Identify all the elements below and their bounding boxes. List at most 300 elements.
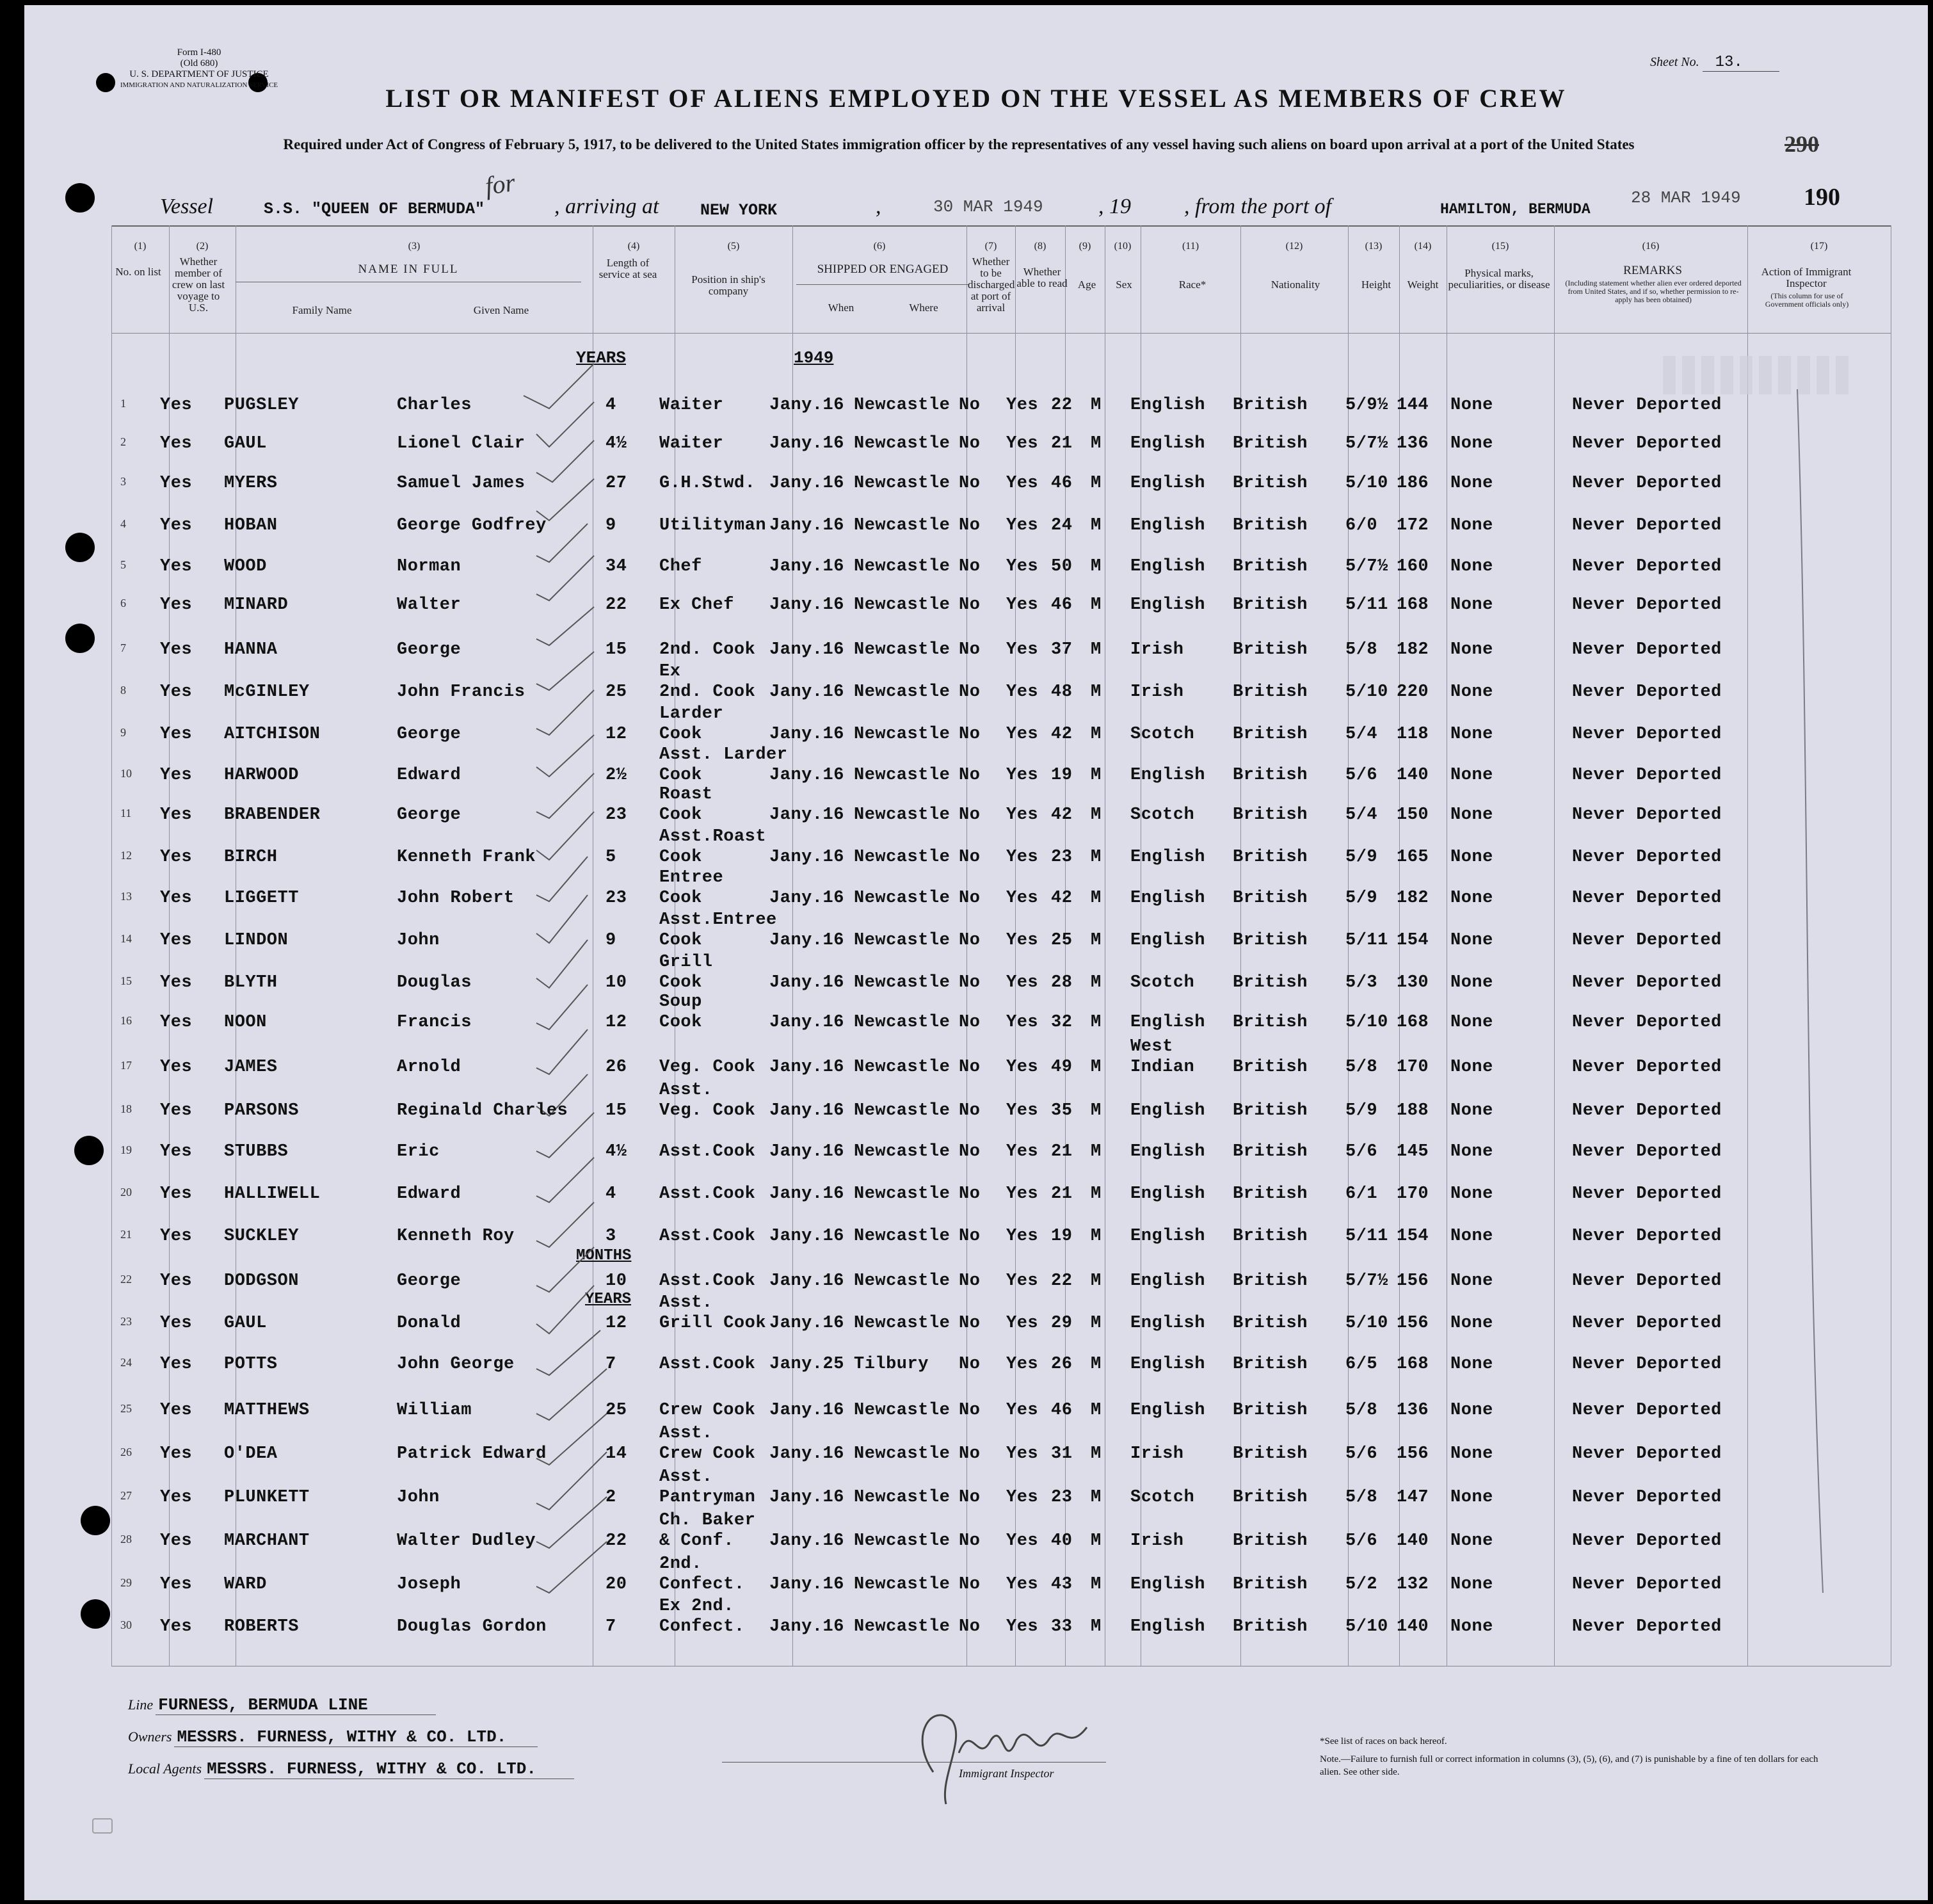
height: 5/2	[1345, 1575, 1378, 1594]
sex: M	[1091, 1314, 1102, 1333]
race: West	[1130, 1037, 1173, 1056]
crew-member-flag: Yes	[160, 1488, 193, 1507]
age: 19	[1051, 766, 1073, 785]
column-number: (10)	[1114, 241, 1132, 252]
weight: 182	[1397, 640, 1429, 659]
given-name: Lionel Clair	[397, 434, 525, 453]
race: Scotch	[1130, 1488, 1195, 1507]
able-to-read: Yes	[1006, 1401, 1039, 1420]
column-number: (4)	[627, 241, 640, 252]
age: 46	[1051, 1401, 1073, 1420]
shipped-where: Newcastle	[854, 1444, 950, 1464]
physical-marks: None	[1450, 1444, 1493, 1464]
height: 5/10	[1345, 1617, 1388, 1636]
shipped-where: Newcastle	[854, 889, 950, 908]
given-name: William	[397, 1401, 472, 1420]
length-of-service: 4	[606, 396, 616, 415]
age: 43	[1051, 1575, 1073, 1594]
column-number: (15)	[1491, 241, 1509, 252]
col-height-header: Height	[1361, 278, 1392, 291]
ship-position: Entree	[659, 868, 724, 887]
nationality: British	[1233, 1617, 1308, 1636]
header-bottom-rule	[111, 333, 1891, 334]
height: 5/7½	[1345, 1271, 1388, 1291]
discharged-flag: No	[959, 889, 981, 908]
shipped-when: Jany.16	[769, 1314, 844, 1333]
height: 5/6	[1345, 766, 1378, 785]
weight: 186	[1397, 474, 1429, 493]
shipped-where: Newcastle	[854, 1531, 950, 1551]
race: English	[1130, 931, 1205, 950]
crew-member-flag: Yes	[160, 1575, 193, 1594]
sex: M	[1091, 1617, 1102, 1636]
discharged-flag: No	[959, 1101, 981, 1120]
sex: M	[1091, 1271, 1102, 1291]
ship-position: Veg. Cook	[659, 1101, 756, 1120]
family-name: LIGGETT	[224, 889, 299, 908]
crew-member-flag: Yes	[160, 434, 193, 453]
discharged-flag: No	[959, 1142, 981, 1161]
age: 37	[1051, 640, 1073, 659]
given-name: Douglas	[397, 973, 472, 992]
race: English	[1130, 557, 1205, 576]
race: Scotch	[1130, 725, 1195, 744]
ship-position: Veg. Cook	[659, 1058, 756, 1077]
length-of-service: 14	[606, 1444, 627, 1464]
shipped-when: Jany.16	[769, 640, 844, 659]
shipped-where: Newcastle	[854, 1184, 950, 1204]
length-of-service: 7	[606, 1355, 616, 1374]
nationality: British	[1233, 1531, 1308, 1551]
crew-member-flag: Yes	[160, 396, 193, 415]
length-of-service: 23	[606, 805, 627, 825]
crew-member-flag: Yes	[160, 1617, 193, 1636]
able-to-read: Yes	[1006, 474, 1039, 493]
page-title: LIST OR MANIFEST OF ALIENS EMPLOYED ON THE VESSEL AS MEMBERS OF CREW	[385, 84, 1567, 113]
remarks: Never Deported	[1572, 396, 1722, 415]
weight: 168	[1397, 1355, 1429, 1374]
length-of-service: 22	[606, 595, 627, 615]
row-number: 8	[120, 684, 126, 697]
given-name: Patrick Edward	[397, 1444, 547, 1464]
ship-position: 2nd. Cook	[659, 682, 756, 702]
ship-position: Crew Cook	[659, 1444, 756, 1464]
nationality: British	[1233, 766, 1308, 785]
ship-position: Larder	[659, 704, 724, 723]
nationality: British	[1233, 557, 1308, 576]
column-number: (17)	[1810, 241, 1828, 252]
ship-position: Cook	[659, 805, 702, 825]
punch-hole	[81, 1599, 110, 1629]
row-number: 24	[120, 1356, 132, 1369]
years-label-2: YEARS	[585, 1291, 632, 1308]
race: English	[1130, 474, 1205, 493]
nationality: British	[1233, 1101, 1308, 1120]
shipped-when: Jany.16	[769, 1227, 844, 1246]
able-to-read: Yes	[1006, 1227, 1039, 1246]
owners-field	[128, 1727, 538, 1747]
physical-marks: None	[1450, 1271, 1493, 1291]
departure-date-stamp: 28 MAR 1949	[1631, 188, 1741, 207]
col-where-header: Where	[909, 302, 938, 314]
row-number: 30	[120, 1618, 132, 1631]
length-of-service: 12	[606, 1314, 627, 1333]
sheet-value: 13.	[1703, 54, 1779, 72]
nationality: British	[1233, 1142, 1308, 1161]
height: 5/8	[1345, 1488, 1378, 1507]
crew-member-flag: Yes	[160, 1401, 193, 1420]
department: U. S. DEPARTMENT OF JUSTICE	[129, 69, 269, 79]
physical-marks: None	[1450, 682, 1493, 702]
height: 5/8	[1345, 1401, 1378, 1420]
weight: 156	[1397, 1314, 1429, 1333]
able-to-read: Yes	[1006, 1575, 1039, 1594]
col-position-header: Position in ship's company	[691, 273, 766, 297]
family-name: AITCHISON	[224, 725, 321, 744]
length-of-service: 20	[606, 1575, 627, 1594]
remarks: Never Deported	[1572, 1101, 1722, 1120]
race: English	[1130, 1184, 1205, 1204]
shipped-when: Jany.16	[769, 396, 844, 415]
shipped-where: Newcastle	[854, 434, 950, 453]
remarks: Never Deported	[1572, 805, 1722, 825]
discharged-flag: No	[959, 1575, 981, 1594]
family-name: PUGSLEY	[224, 396, 299, 415]
crew-member-flag: Yes	[160, 848, 193, 867]
physical-marks: None	[1450, 434, 1493, 453]
shipped-when: Jany.16	[769, 889, 844, 908]
race: English	[1130, 1617, 1205, 1636]
race: Irish	[1130, 1444, 1184, 1464]
row-number: 5	[120, 558, 126, 571]
length-of-service: 27	[606, 474, 627, 493]
crew-member-flag: Yes	[160, 1058, 193, 1077]
remarks: Never Deported	[1572, 1058, 1722, 1077]
col-marks-header: Physical marks, peculiarities, or disease	[1448, 267, 1550, 291]
length-of-service: 25	[606, 682, 627, 702]
age: 42	[1051, 889, 1073, 908]
column-rule	[1554, 225, 1555, 1666]
shipped-where: Newcastle	[854, 474, 950, 493]
ship-position: Waiter	[659, 434, 724, 453]
sex: M	[1091, 434, 1102, 453]
age: 21	[1051, 1184, 1073, 1204]
physical-marks: None	[1450, 1013, 1493, 1032]
ship-position: Cook	[659, 848, 702, 867]
height: 5/7½	[1345, 434, 1388, 453]
shipped-when: Jany.16	[769, 766, 844, 785]
crew-member-flag: Yes	[160, 1444, 193, 1464]
ship-position: Roast	[659, 785, 713, 804]
age: 48	[1051, 682, 1073, 702]
family-name: PARSONS	[224, 1101, 299, 1120]
months-label: MONTHS	[576, 1247, 632, 1264]
col-crew-header: Whether member of crew on last voyage to U.S.	[172, 255, 225, 314]
crew-member-flag: Yes	[160, 725, 193, 744]
family-name: MYERS	[224, 474, 278, 493]
family-name: MARCHANT	[224, 1531, 310, 1551]
age: 22	[1051, 1271, 1073, 1291]
ship-position: Soup	[659, 992, 702, 1012]
age: 50	[1051, 557, 1073, 576]
discharged-flag: No	[959, 1444, 981, 1464]
ship-position: Ex	[659, 662, 681, 681]
physical-marks: None	[1450, 973, 1493, 992]
given-name: John George	[397, 1355, 515, 1374]
height: 5/10	[1345, 682, 1388, 702]
crew-member-flag: Yes	[160, 1184, 193, 1204]
form-old-number: (Old 680)	[180, 58, 218, 69]
inspector-label: Immigrant Inspector	[959, 1767, 1054, 1780]
ship-position: Chef	[659, 557, 702, 576]
col-number-header: No. on list	[115, 266, 161, 278]
shipped-where: Newcastle	[854, 766, 950, 785]
physical-marks: None	[1450, 1058, 1493, 1077]
row-number: 27	[120, 1489, 132, 1502]
physical-marks: None	[1450, 595, 1493, 615]
punch-hole	[81, 1506, 110, 1535]
shipped-where: Newcastle	[854, 396, 950, 415]
race: English	[1130, 1142, 1205, 1161]
weight: 118	[1397, 725, 1429, 744]
given-name: Edward	[397, 766, 461, 785]
shipped-where: Newcastle	[854, 1013, 950, 1032]
length-of-service: 25	[606, 1401, 627, 1420]
column-number: (3)	[408, 241, 421, 252]
row-number: 23	[120, 1315, 132, 1328]
row-number: 11	[120, 807, 132, 819]
able-to-read: Yes	[1006, 1488, 1039, 1507]
sex: M	[1091, 557, 1102, 576]
race: English	[1130, 889, 1205, 908]
row-number: 1	[120, 397, 126, 410]
shipped-when: Jany.16	[769, 682, 844, 702]
weight: 140	[1397, 766, 1429, 785]
row-number: 14	[120, 932, 132, 945]
shipped-when: Jany.16	[769, 1058, 844, 1077]
ship-position: Asst.Cook	[659, 1355, 756, 1374]
nationality: British	[1233, 682, 1308, 702]
discharged-flag: No	[959, 516, 981, 535]
row-number: 26	[120, 1446, 132, 1458]
age: 21	[1051, 434, 1073, 453]
able-to-read: Yes	[1006, 595, 1039, 615]
service: IMMIGRATION AND NATURALIZATION SERVICE	[120, 81, 278, 89]
age: 42	[1051, 805, 1073, 825]
nationality: British	[1233, 973, 1308, 992]
weight: 156	[1397, 1444, 1429, 1464]
remarks: Never Deported	[1572, 1531, 1722, 1551]
owners-value: MESSRS. FURNESS, WITHY & CO. LTD.	[174, 1727, 538, 1747]
race: Irish	[1130, 1531, 1184, 1551]
family-name: McGINLEY	[224, 682, 310, 702]
family-name: HARWOOD	[224, 766, 299, 785]
nationality: British	[1233, 1227, 1308, 1246]
height: 5/6	[1345, 1531, 1378, 1551]
height: 5/10	[1345, 474, 1388, 493]
given-name: John Francis	[397, 682, 525, 702]
col-family-header: Family Name	[292, 304, 352, 316]
remarks: Never Deported	[1572, 725, 1722, 744]
race: Indian	[1130, 1058, 1195, 1077]
ship-position: & Conf.	[659, 1531, 734, 1551]
page-number: 190	[1804, 184, 1840, 211]
col-weight-header: Weight	[1407, 278, 1439, 291]
departure-port: HAMILTON, BERMUDA	[1440, 201, 1591, 218]
sex: M	[1091, 1401, 1102, 1420]
weight: 220	[1397, 682, 1429, 702]
crew-member-flag: Yes	[160, 474, 193, 493]
physical-marks: None	[1450, 1355, 1493, 1374]
shipped-when: Jany.16	[769, 474, 844, 493]
discharged-flag: No	[959, 805, 981, 825]
height: 5/9	[1345, 889, 1378, 908]
given-name: Walter Dudley	[397, 1531, 536, 1551]
crew-member-flag: Yes	[160, 682, 193, 702]
ship-position: Ex Chef	[659, 595, 734, 615]
shipped-where: Newcastle	[854, 1058, 950, 1077]
shipped-when: Jany.16	[769, 1401, 844, 1420]
struck-number: 290	[1785, 131, 1819, 157]
physical-marks: None	[1450, 1314, 1493, 1333]
nationality: British	[1233, 889, 1308, 908]
row-number: 19	[120, 1143, 132, 1156]
row-number: 17	[120, 1059, 132, 1072]
shipped-where: Newcastle	[854, 595, 950, 615]
physical-marks: None	[1450, 1142, 1493, 1161]
nationality: British	[1233, 1184, 1308, 1204]
sex: M	[1091, 1013, 1102, 1032]
sex: M	[1091, 516, 1102, 535]
family-name: MINARD	[224, 595, 289, 615]
col-age-header: Age	[1077, 278, 1096, 291]
nationality: British	[1233, 474, 1308, 493]
family-name: POTTS	[224, 1355, 278, 1374]
age: 42	[1051, 725, 1073, 744]
shipped-where: Tilbury	[854, 1355, 929, 1374]
ship-position: Grill	[659, 953, 713, 972]
nationality: British	[1233, 1444, 1308, 1464]
length-of-service: 34	[606, 557, 627, 576]
family-name: HANNA	[224, 640, 278, 659]
shipped-where: Newcastle	[854, 1401, 950, 1420]
row-number: 29	[120, 1576, 132, 1589]
ship-position: Asst. Larder	[659, 745, 788, 764]
weight: 160	[1397, 557, 1429, 576]
weight: 172	[1397, 516, 1429, 535]
weight: 147	[1397, 1488, 1429, 1507]
shipped-when: Jany.16	[769, 1271, 844, 1291]
col-remarks-header: REMARKS	[1623, 264, 1682, 277]
pencil-line	[1791, 389, 1829, 1606]
column-number: (2)	[196, 241, 209, 252]
nationality: British	[1233, 805, 1308, 825]
given-name: John	[397, 1488, 440, 1507]
height: 5/11	[1345, 1227, 1388, 1246]
column-number: (13)	[1365, 241, 1383, 252]
column-rule	[111, 225, 112, 1666]
given-name: Charles	[397, 396, 472, 415]
physical-marks: None	[1450, 1488, 1493, 1507]
able-to-read: Yes	[1006, 557, 1039, 576]
nationality: British	[1233, 725, 1308, 744]
remarks: Never Deported	[1572, 1314, 1722, 1333]
weight: 170	[1397, 1184, 1429, 1204]
requirement-text: Required under Act of Congress of February 5, 1917, to be delivered to the United States immigration officer by the representatives of any vessel having such aliens on board upon arrival at a port of the United States	[283, 136, 1635, 152]
family-name: BIRCH	[224, 848, 278, 867]
ship-position: Ch. Baker	[659, 1511, 756, 1530]
height: 5/9½	[1345, 396, 1388, 415]
nationality: British	[1233, 931, 1308, 950]
nationality: British	[1233, 848, 1308, 867]
remarks: Never Deported	[1572, 595, 1722, 615]
line-label: Line	[128, 1697, 154, 1713]
sex: M	[1091, 725, 1102, 744]
column-rule	[1747, 225, 1748, 1666]
vessel-name: S.S. "QUEEN OF BERMUDA"	[264, 200, 485, 218]
ship-position: Cook	[659, 931, 702, 950]
shipped-when: Jany.16	[769, 1575, 844, 1594]
physical-marks: None	[1450, 1101, 1493, 1120]
race: English	[1130, 1355, 1205, 1374]
family-name: GAUL	[224, 1314, 267, 1333]
shipped-when: Jany.16	[769, 805, 844, 825]
remarks: Never Deported	[1572, 516, 1722, 535]
weight: 168	[1397, 595, 1429, 615]
discharged-flag: No	[959, 640, 981, 659]
discharged-flag: No	[959, 1531, 981, 1551]
years-label: YEARS	[576, 348, 627, 367]
nationality: British	[1233, 640, 1308, 659]
crew-member-flag: Yes	[160, 1531, 193, 1551]
able-to-read: Yes	[1006, 931, 1039, 950]
able-to-read: Yes	[1006, 1013, 1039, 1032]
able-to-read: Yes	[1006, 973, 1039, 992]
ship-position: G.H.Stwd.	[659, 474, 756, 493]
remarks: Never Deported	[1572, 973, 1722, 992]
row-number: 16	[120, 1014, 132, 1027]
age: 31	[1051, 1444, 1073, 1464]
race: Scotch	[1130, 805, 1195, 825]
given-name: Eric	[397, 1142, 440, 1161]
age: 46	[1051, 595, 1073, 615]
sex: M	[1091, 1101, 1102, 1120]
shipped-when: Jany.16	[769, 516, 844, 535]
remarks: Never Deported	[1572, 1488, 1722, 1507]
sex: M	[1091, 1227, 1102, 1246]
physical-marks: None	[1450, 396, 1493, 415]
age: 28	[1051, 973, 1073, 992]
age: 23	[1051, 1488, 1073, 1507]
ship-position: Confect.	[659, 1575, 745, 1594]
family-name: GAUL	[224, 434, 267, 453]
nationality: British	[1233, 434, 1308, 453]
height: 5/3	[1345, 973, 1378, 992]
sex: M	[1091, 973, 1102, 992]
given-name: George	[397, 1271, 461, 1291]
crew-member-flag: Yes	[160, 640, 193, 659]
given-name: George	[397, 640, 461, 659]
able-to-read: Yes	[1006, 848, 1039, 867]
ship-position: Pantryman	[659, 1488, 756, 1507]
punch-hole	[74, 1136, 104, 1165]
length-of-service: 4	[606, 1184, 616, 1204]
age: 19	[1051, 1227, 1073, 1246]
crew-member-flag: Yes	[160, 516, 193, 535]
sex: M	[1091, 1058, 1102, 1077]
col-discharged-header: Whether to be discharged at port of arrival	[968, 255, 1015, 314]
header-rule	[111, 225, 1891, 227]
